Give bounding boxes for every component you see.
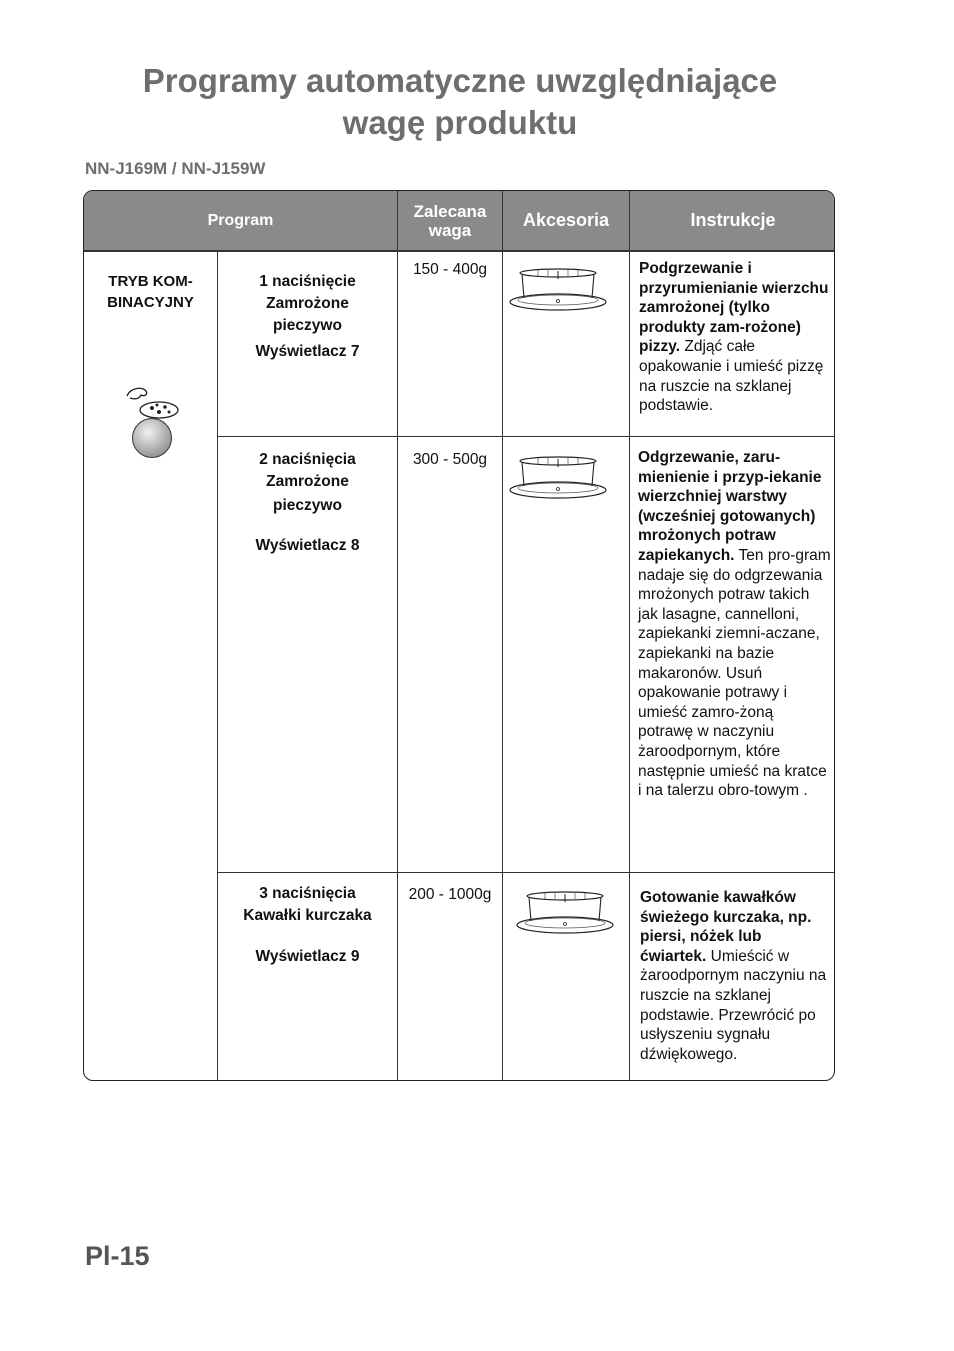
instructions-row-1 (639, 259, 831, 416)
instructions-row-3 (640, 888, 832, 1064)
pizza-icon (124, 386, 180, 420)
mode-label (84, 271, 217, 313)
mode-label-line2: BINACYJNY (107, 294, 194, 311)
divider (502, 191, 503, 1081)
header-program: Program (207, 211, 274, 229)
press-count: 3 naciśnięcia (259, 885, 356, 902)
food-name-cont: pieczywo (273, 317, 342, 334)
food-name: Zamrożone (266, 473, 349, 490)
press-count: 2 naciśnięcia (259, 451, 356, 468)
table-header (84, 191, 834, 252)
display-number: Wyświetlacz 8 (255, 537, 360, 554)
row-divider (217, 436, 835, 437)
header-weight-line1: Zalecana (413, 201, 487, 221)
program-row-1 (218, 271, 397, 363)
page-title-line2: wagę produktu (342, 104, 578, 141)
header-accessories: Akcesoria (522, 210, 610, 230)
divider (397, 191, 398, 1081)
header-weight (398, 191, 502, 250)
instructions-text: Ten pro-gram nadaje się do odgrzewania mrożonych potraw takich jak lasagne, cannelloni, zapiekanki ziemni-aczane, zapiekanki na bazie makaronów. Usuń opakowanie potrawy i umieść zamro-żoną potrawę w naczyniu żaroodpornym, które następnie umieść na kratce i na talerzu obro-towym . (638, 546, 831, 800)
program-row-3 (218, 883, 397, 968)
display-number: Wyświetlacz 7 (255, 343, 360, 360)
food-name-cont: pieczywo (273, 497, 342, 514)
page-title-line1: Programy automatyczne uwzględniające (142, 62, 778, 99)
press-count: 1 naciśnięcie (259, 273, 356, 290)
header-weight-line2: waga (428, 220, 472, 240)
weight-row-1: 150 - 400g (412, 261, 488, 278)
rack-on-glass-tray-icon (508, 453, 608, 503)
display-number: Wyświetlacz 9 (255, 948, 360, 965)
food-name: Kawałki kurczaka (243, 907, 372, 924)
instructions-heading: Odgrzewanie, zaru-mienienie i przyp-iekanie wierzchniej warstwy (wcześniej gotowanych) mrożonych potraw zapiekanych. (638, 449, 822, 564)
rack-on-glass-tray-icon (508, 265, 608, 315)
instructions-heading: Podgrzewanie i przyrumienianie wierzchu zamrożonej (tylko produkty zam-rożone) pizzy. (639, 260, 829, 356)
instructions-text: Zdjąć całe opakowanie i umieść pizzę na ruszcie na szklanej podstawie. (639, 338, 824, 415)
program-table (83, 190, 835, 1081)
program-row-2 (218, 449, 397, 557)
instructions-text: Umieścić w żaroodpornym naczyniu na ruszcie na szklanej podstawie. Przewrócić po usłyszeniu sygnału dźwiękowego. (640, 947, 827, 1063)
instructions-heading: Gotowanie kawałków świeżego kurczaka, np. piersi, nóżek lub ćwiartek. (640, 889, 812, 965)
dial-icon (132, 418, 172, 458)
weight-row-3: 200 - 1000g (408, 886, 492, 903)
model-label: NN-J169M / NN-J159W (85, 159, 266, 178)
page-number: Pl-15 (85, 1241, 150, 1271)
weight-row-2: 300 - 500g (412, 451, 488, 468)
header-instructions: Instrukcje (690, 210, 776, 230)
food-name: Zamrożone (266, 295, 349, 312)
page-title (0, 60, 920, 144)
divider (629, 191, 630, 1081)
instructions-row-2 (638, 448, 832, 801)
rack-on-glass-tray-icon (515, 888, 615, 938)
row-divider (217, 872, 835, 873)
mode-label-line1: TRYB KOM- (108, 273, 193, 290)
